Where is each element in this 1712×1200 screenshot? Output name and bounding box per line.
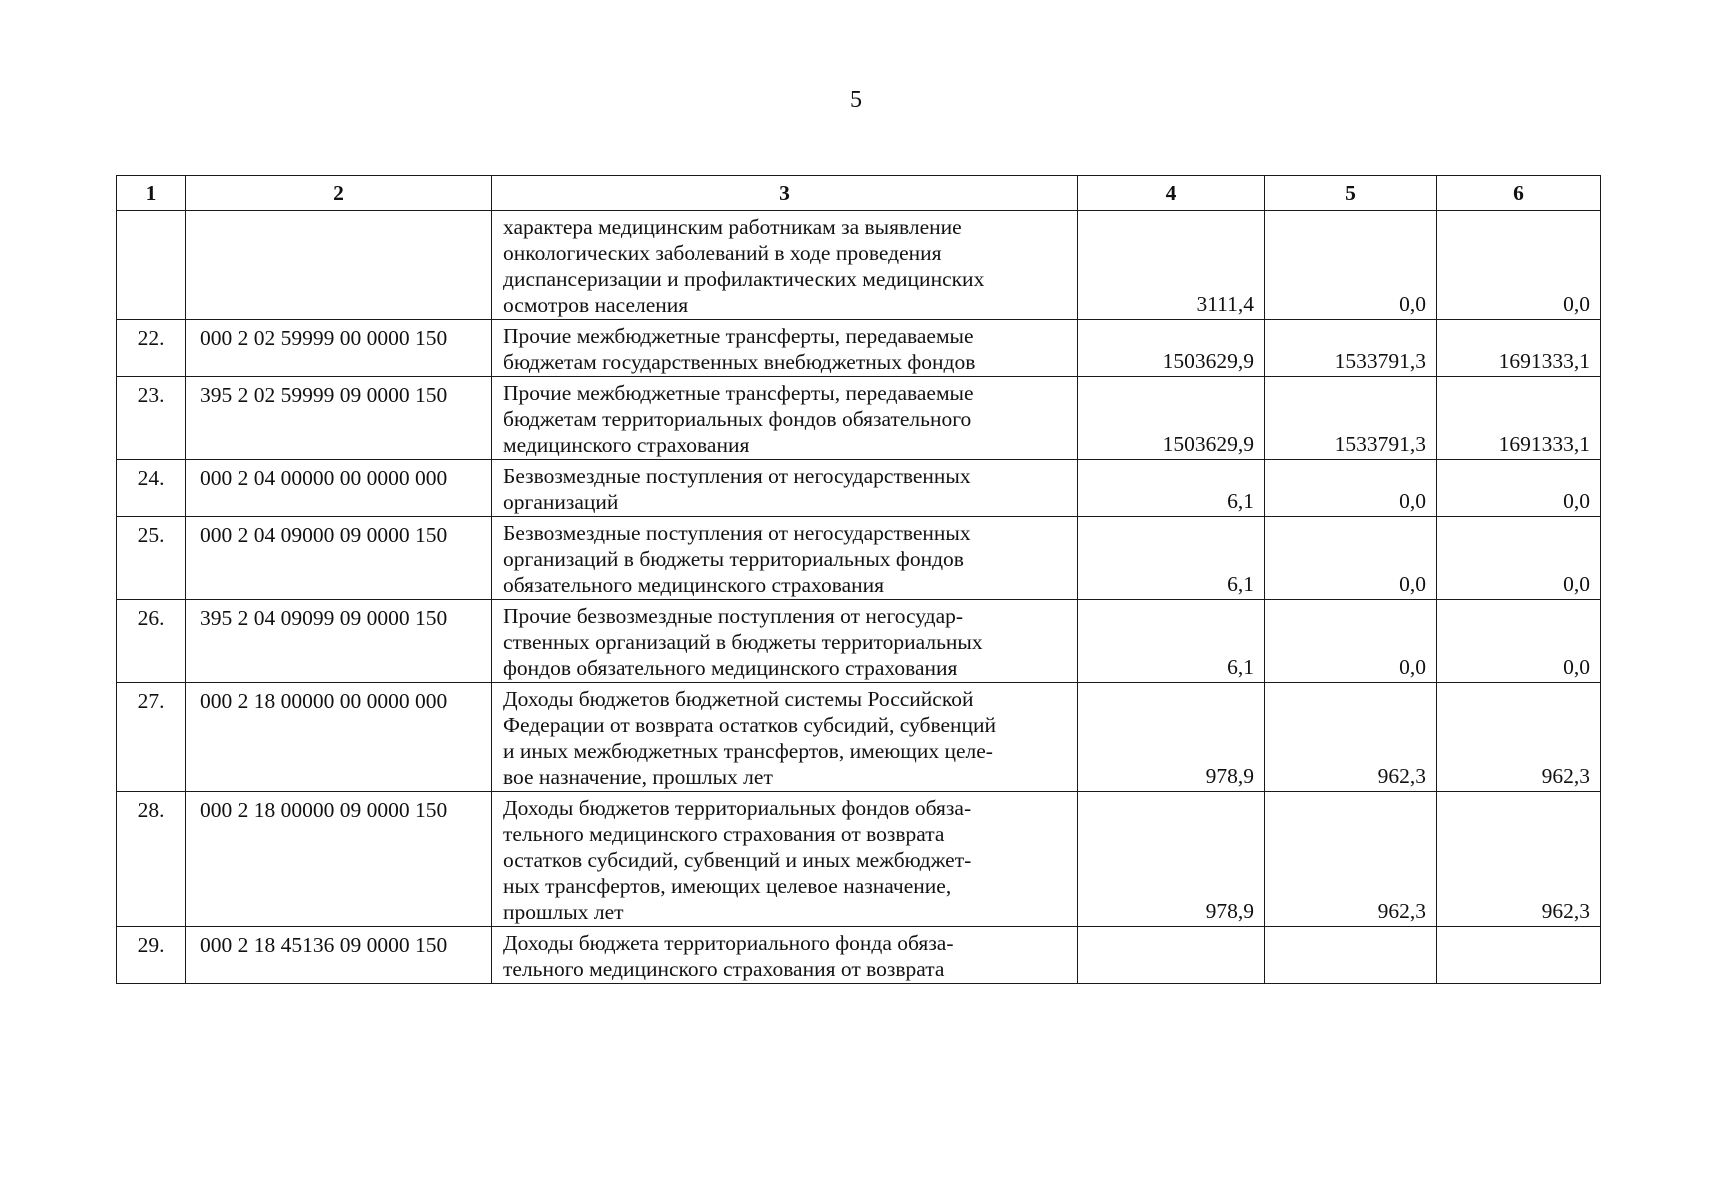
- description-line: бюджетам территориальных фондов обязательного: [503, 407, 972, 431]
- row-description: [492, 683, 1078, 792]
- row-description: [492, 600, 1078, 683]
- column-header-2: 2: [186, 176, 492, 211]
- value-col-6: 1691333,1: [1437, 320, 1601, 377]
- description-line: Доходы бюджетов бюджетной системы Российской: [503, 687, 974, 711]
- value-col-4: [1078, 927, 1265, 984]
- value-col-5: 1533791,3: [1265, 377, 1437, 460]
- row-number: 29.: [117, 927, 186, 984]
- budget-code: 000 2 18 00000 00 0000 000: [186, 683, 492, 792]
- table-row: [117, 792, 1601, 927]
- table-header-row: [117, 176, 1601, 211]
- budget-code: [186, 211, 492, 320]
- description-line: организаций в бюджеты территориальных фондов: [503, 547, 964, 571]
- value-col-6: 1691333,1: [1437, 377, 1601, 460]
- description-line: Прочие межбюджетные трансферты, передаваемые: [503, 324, 974, 348]
- value-col-5: 0,0: [1265, 517, 1437, 600]
- row-number: 25.: [117, 517, 186, 600]
- description-line: Доходы бюджета территориального фонда обяза-: [503, 931, 954, 955]
- table-row: [117, 320, 1601, 377]
- row-number: 24.: [117, 460, 186, 517]
- description-line: ных трансфертов, имеющих целевое назначение,: [503, 874, 952, 898]
- value-col-6: 962,3: [1437, 683, 1601, 792]
- description-line: Федерации от возврата остатков субсидий, субвенций: [503, 713, 997, 737]
- budget-code: 395 2 02 59999 09 0000 150: [186, 377, 492, 460]
- value-col-5: 1533791,3: [1265, 320, 1437, 377]
- row-number: 27.: [117, 683, 186, 792]
- row-description: [492, 517, 1078, 600]
- description-line: характера медицинским работникам за выявление: [503, 215, 962, 239]
- value-col-6: 0,0: [1437, 460, 1601, 517]
- value-col-5: [1265, 927, 1437, 984]
- description-line: диспансеризации и профилактических медицинских: [503, 267, 985, 291]
- row-description: [492, 927, 1078, 984]
- value-col-4: 978,9: [1078, 792, 1265, 927]
- value-col-6: [1437, 927, 1601, 984]
- table-row: [117, 460, 1601, 517]
- value-col-4: 3111,4: [1078, 211, 1265, 320]
- column-header-6: 6: [1437, 176, 1601, 211]
- value-col-6: 962,3: [1437, 792, 1601, 927]
- row-number: 26.: [117, 600, 186, 683]
- table-row: [117, 211, 1601, 320]
- description-line: вое назначение, прошлых лет: [503, 765, 773, 789]
- value-col-5: 0,0: [1265, 460, 1437, 517]
- column-header-4: 4: [1078, 176, 1265, 211]
- value-col-5: 962,3: [1265, 683, 1437, 792]
- row-number: [117, 211, 186, 320]
- budget-code: 395 2 04 09099 09 0000 150: [186, 600, 492, 683]
- row-number: 28.: [117, 792, 186, 927]
- description-line: и иных межбюджетных трансфертов, имеющих целе-: [503, 739, 993, 763]
- description-line: прошлых лет: [503, 900, 624, 924]
- description-line: обязательного медицинского страхования: [503, 573, 885, 597]
- description-line: медицинского страхования: [503, 433, 750, 457]
- column-header-3: 3: [492, 176, 1078, 211]
- row-description: [492, 792, 1078, 927]
- table-row: [117, 377, 1601, 460]
- description-line: Прочие межбюджетные трансферты, передаваемые: [503, 381, 974, 405]
- budget-code: 000 2 04 09000 09 0000 150: [186, 517, 492, 600]
- description-line: онкологических заболеваний в ходе проведения: [503, 241, 942, 265]
- description-line: ственных организаций в бюджеты территориальных: [503, 630, 983, 654]
- value-col-4: 1503629,9: [1078, 320, 1265, 377]
- row-description: [492, 211, 1078, 320]
- value-col-4: 6,1: [1078, 460, 1265, 517]
- description-line: организаций: [503, 490, 619, 514]
- description-line: Прочие безвозмездные поступления от негосудар-: [503, 604, 964, 628]
- budget-code: 000 2 02 59999 00 0000 150: [186, 320, 492, 377]
- row-description: [492, 460, 1078, 517]
- value-col-6: 0,0: [1437, 517, 1601, 600]
- row-description: [492, 320, 1078, 377]
- description-line: Доходы бюджетов территориальных фондов обяза-: [503, 796, 972, 820]
- description-line: Безвозмездные поступления от негосударственных: [503, 464, 971, 488]
- row-number: 23.: [117, 377, 186, 460]
- description-line: Безвозмездные поступления от негосударственных: [503, 521, 971, 545]
- description-line: тельного медицинского страхования от возврата: [503, 822, 945, 846]
- value-col-5: 0,0: [1265, 211, 1437, 320]
- description-line: фондов обязательного медицинского страхования: [503, 656, 958, 680]
- value-col-6: 0,0: [1437, 600, 1601, 683]
- column-header-1: 1: [117, 176, 186, 211]
- table-row: [117, 683, 1601, 792]
- budget-code: 000 2 18 45136 09 0000 150: [186, 927, 492, 984]
- description-line: остатков субсидий, субвенций и иных межбюджет-: [503, 848, 972, 872]
- value-col-4: 6,1: [1078, 517, 1265, 600]
- value-col-5: 0,0: [1265, 600, 1437, 683]
- value-col-4: 6,1: [1078, 600, 1265, 683]
- value-col-5: 962,3: [1265, 792, 1437, 927]
- table-row: [117, 517, 1601, 600]
- budget-revenue-table: [116, 175, 1601, 984]
- value-col-6: 0,0: [1437, 211, 1601, 320]
- value-col-4: 1503629,9: [1078, 377, 1265, 460]
- description-line: осмотров населения: [503, 293, 689, 317]
- table-body: [117, 211, 1601, 984]
- budget-code: 000 2 18 00000 09 0000 150: [186, 792, 492, 927]
- value-col-4: 978,9: [1078, 683, 1265, 792]
- description-line: тельного медицинского страхования от возврата: [503, 957, 945, 981]
- row-number: 22.: [117, 320, 186, 377]
- budget-code: 000 2 04 00000 00 0000 000: [186, 460, 492, 517]
- page-number: 5: [850, 87, 862, 113]
- column-header-5: 5: [1265, 176, 1437, 211]
- row-description: [492, 377, 1078, 460]
- description-line: бюджетам государственных внебюджетных фондов: [503, 350, 976, 374]
- table-row: [117, 600, 1601, 683]
- table-row: [117, 927, 1601, 984]
